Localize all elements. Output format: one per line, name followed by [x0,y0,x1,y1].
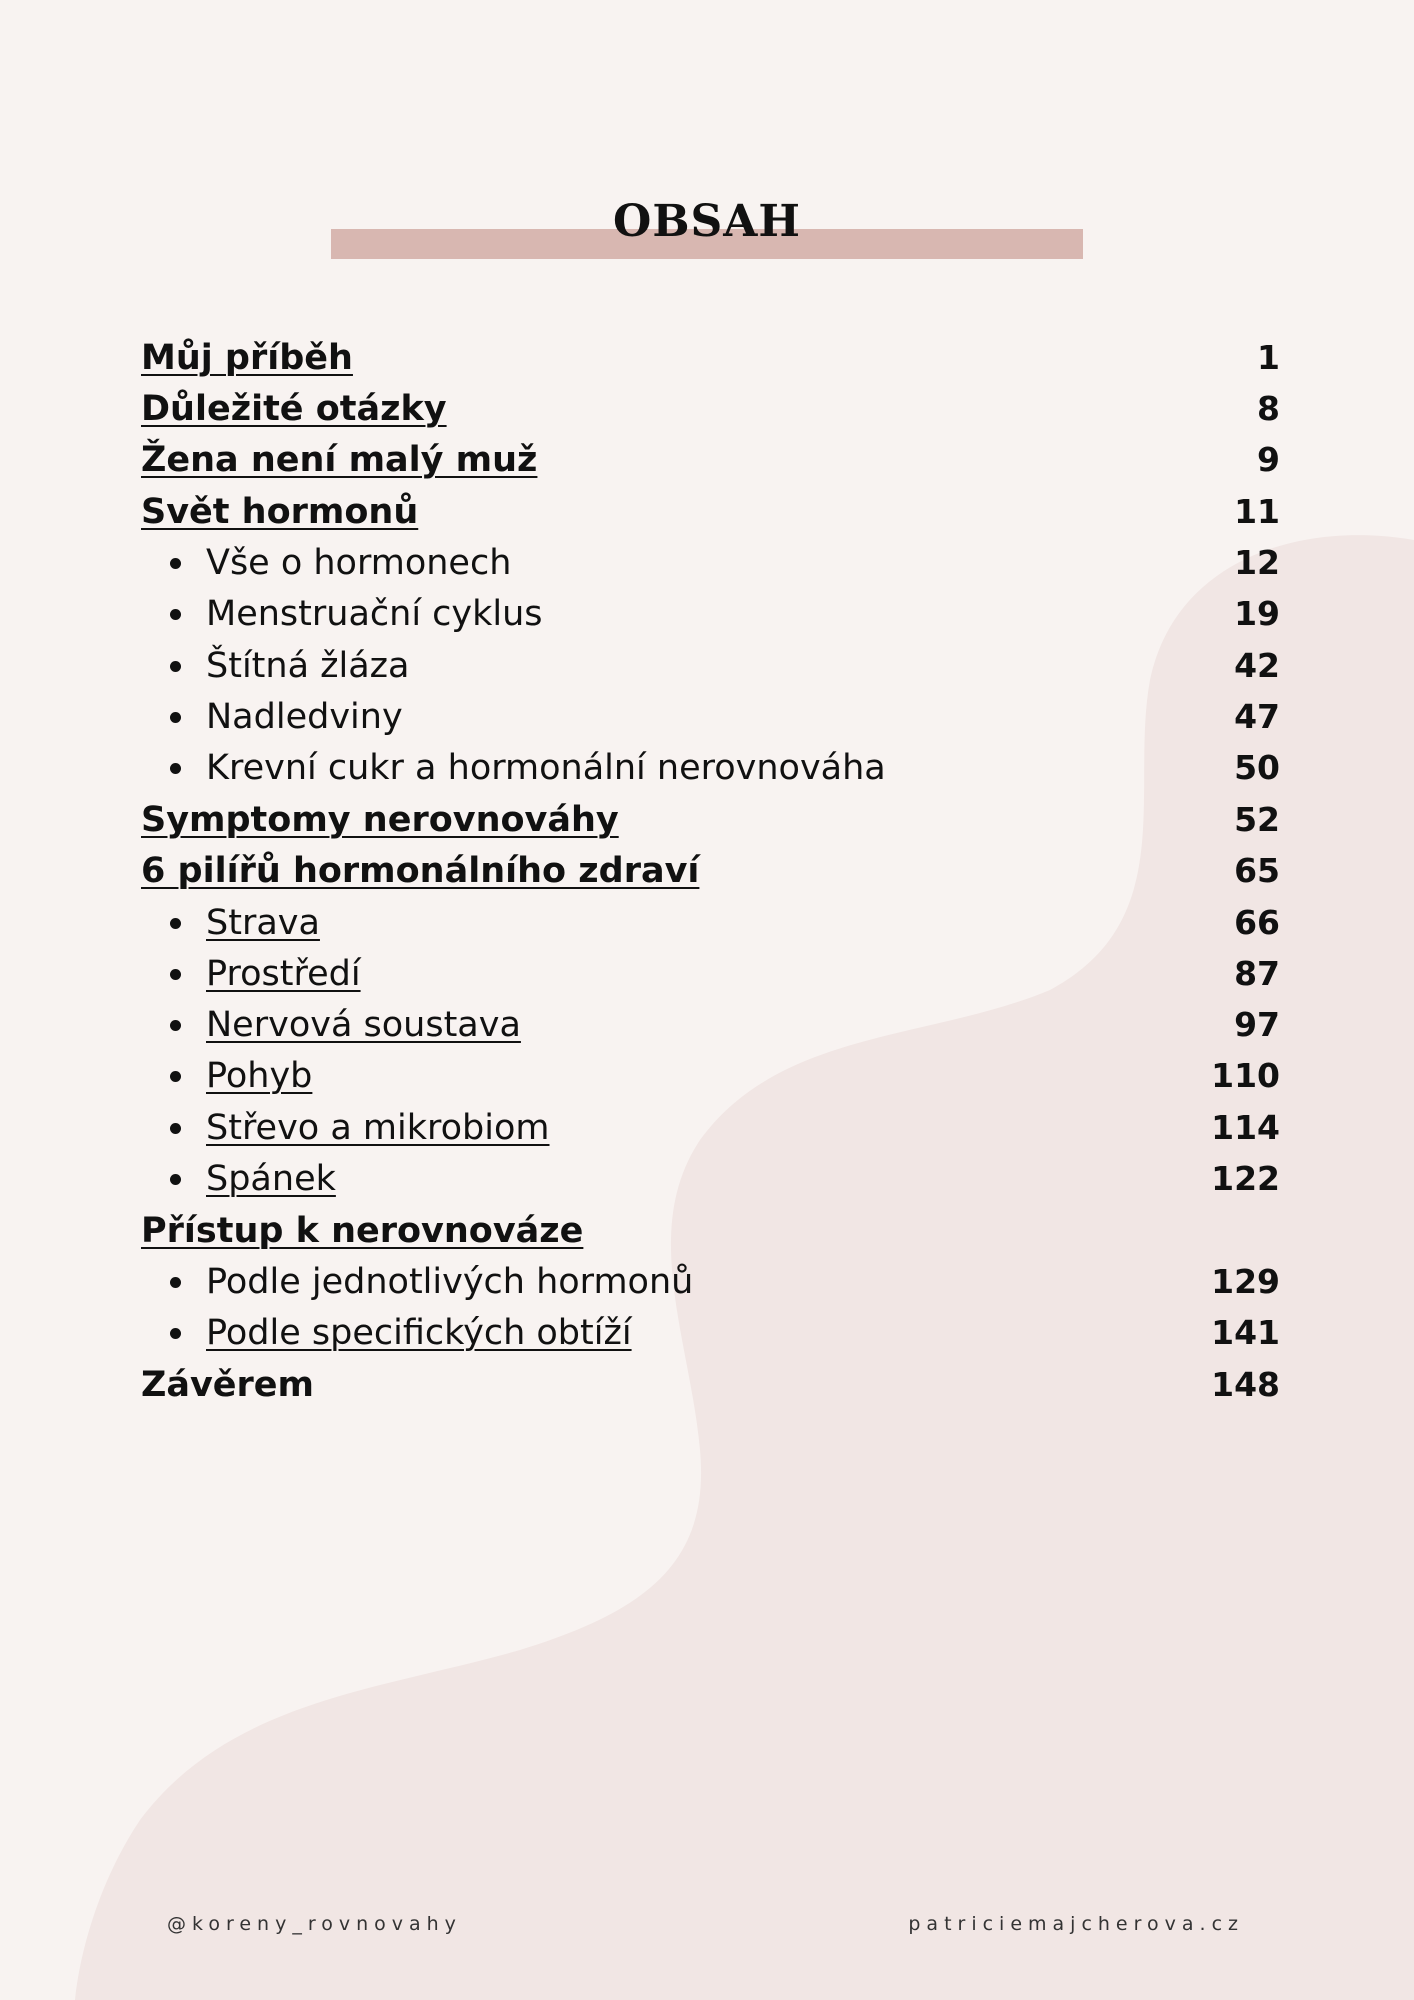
bullet-icon [170,558,181,569]
toc-subsection-title: Štítná žláza [206,646,410,686]
toc-subsection-title: Podle jednotlivých hormonů [206,1262,694,1302]
bullet-icon [170,918,181,929]
bullet-icon [170,1123,181,1134]
footer-website[interactable]: patriciemajcherova.cz [908,1913,1244,1935]
toc-page-number: 129 [1211,1262,1280,1301]
toc-subsection-title[interactable]: Prostředí [206,954,361,994]
toc-entry[interactable] [0,383,1414,435]
toc-page-number: 65 [1234,851,1280,890]
toc-subsection-title[interactable]: Podle specifických obtíží [206,1313,632,1353]
toc-page-number: 11 [1234,492,1280,531]
toc-section-title[interactable]: 6 pilířů hormonálního zdraví [141,851,700,891]
bullet-icon [170,1277,181,1288]
toc-page-number: 141 [1211,1313,1280,1352]
toc-section-title[interactable]: Důležité otázky [141,389,447,429]
toc-subsection-title[interactable]: Pohyb [206,1056,313,1096]
toc-entry[interactable] [0,999,1414,1051]
toc-entry[interactable] [0,1050,1414,1102]
toc-entry[interactable] [0,897,1414,949]
bullet-icon [170,969,181,980]
toc-entry[interactable] [0,691,1414,743]
bullet-icon [170,712,181,723]
toc-page-number: 9 [1257,440,1280,479]
toc-entry[interactable] [0,948,1414,1000]
footer-instagram-handle[interactable]: @koreny_rovnovahy [167,1913,462,1935]
toc-subsection-title[interactable]: Nervová soustava [206,1005,521,1045]
toc-page-number: 148 [1211,1365,1280,1404]
toc-entry[interactable] [0,1307,1414,1359]
toc-page-number: 1 [1257,338,1280,377]
toc-section-title[interactable]: Symptomy nerovnováhy [141,800,619,840]
toc-subsection-title[interactable]: Spánek [206,1159,336,1199]
toc-page-number: 42 [1234,646,1280,685]
toc-entry[interactable] [0,588,1414,640]
toc-section-title[interactable]: Můj příběh [141,338,353,378]
toc-page-number: 50 [1234,748,1280,787]
toc-section-title[interactable]: Svět hormonů [141,492,419,532]
toc-page-number: 87 [1234,954,1280,993]
toc-entry[interactable] [0,1256,1414,1308]
bullet-icon [170,763,181,774]
toc-entry[interactable] [0,1153,1414,1205]
toc-subsection-title[interactable]: Střevo a mikrobiom [206,1108,550,1148]
toc-entry[interactable] [0,537,1414,589]
bullet-icon [170,1071,181,1082]
toc-section-title[interactable]: Přístup k nerovnováze [141,1211,584,1251]
toc-page-number: 12 [1234,543,1280,582]
bullet-icon [170,1328,181,1339]
toc-entry[interactable] [0,1205,1414,1257]
toc-page-number: 19 [1234,594,1280,633]
toc-page-number: 47 [1234,697,1280,736]
bullet-icon [170,661,181,672]
bullet-icon [170,609,181,620]
toc-entry[interactable] [0,332,1414,384]
toc-page-number: 66 [1234,903,1280,942]
toc-page-number: 114 [1211,1108,1280,1147]
toc-subsection-title: Krevní cukr a hormonální nerovnováha [206,748,886,788]
toc-page-number: 8 [1257,389,1280,428]
toc-subsection-title: Nadledviny [206,697,403,737]
toc-subsection-title[interactable]: Strava [206,903,320,943]
toc-entry[interactable] [0,1359,1414,1411]
toc-section-title[interactable]: Žena není malý muž [141,440,538,480]
toc-page-number: 52 [1234,800,1280,839]
toc-entry[interactable] [0,794,1414,846]
toc-subsection-title: Menstruační cyklus [206,594,543,634]
toc-subsection-title: Vše o hormonech [206,543,512,583]
bullet-icon [170,1174,181,1185]
toc-entry[interactable] [0,1102,1414,1154]
toc-section-title: Závěrem [141,1365,315,1405]
toc-entry[interactable] [0,845,1414,897]
toc-page-number: 97 [1234,1005,1280,1044]
toc-entry[interactable] [0,486,1414,538]
toc-page-number: 110 [1211,1056,1280,1095]
toc-page-number: 122 [1211,1159,1280,1198]
toc-entry[interactable] [0,434,1414,486]
page-title: OBSAH [612,196,801,247]
toc-entry[interactable] [0,640,1414,692]
bullet-icon [170,1020,181,1031]
toc-entry[interactable] [0,742,1414,794]
